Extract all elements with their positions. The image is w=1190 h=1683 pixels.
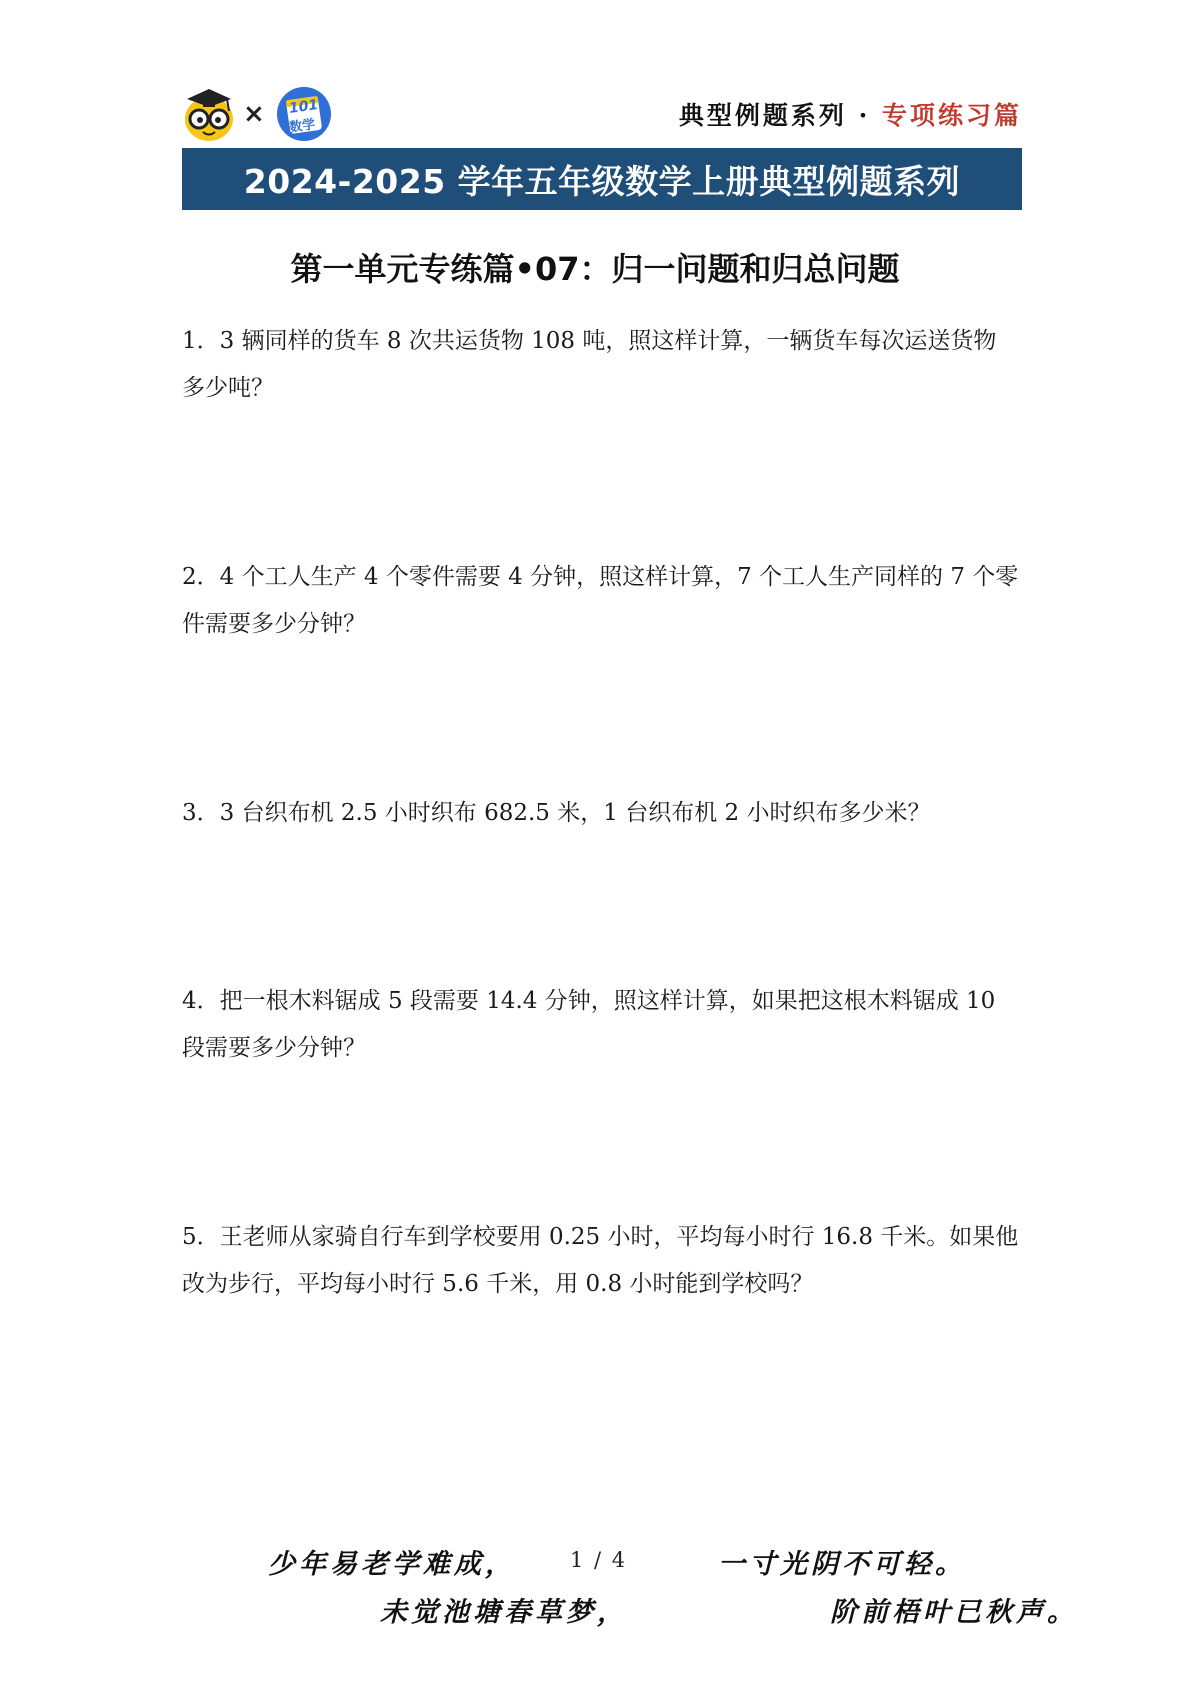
- question-2-line-1: 2．4 个工人生产 4 个零件需要 4 分钟，照这样计算，7 个工人生产同样的 7 个零: [182, 564, 1019, 590]
- page-title: 第一单元专练篇•07：归一问题和归总问题: [290, 250, 900, 288]
- logo-row: [183, 84, 333, 144]
- question-3: [182, 790, 1024, 837]
- logo-separator: ×: [243, 99, 265, 129]
- banner-title: 2024-2025 学年五年级数学上册典型例题系列: [243, 161, 961, 201]
- question-4-line-1: 4．把一根木料锯成 5 段需要 14.4 分钟，照这样计算，如果把这根木料锯成 10: [182, 988, 996, 1014]
- question-3-line-1: 3．3 台织布机 2.5 小时织布 682.5 米，1 台织布机 2 小时织布多少米？: [182, 800, 931, 826]
- question-5-line-1: 5．王老师从家骑自行车到学校要用 0.25 小时，平均每小时行 16.8 千米。如果他: [182, 1224, 1019, 1250]
- series-prefix: 典型例题系列 ·: [678, 101, 882, 130]
- question-4-line-2: 段需要多少分钟？: [182, 1035, 366, 1061]
- question-2-line-2: 件需要多少分钟？: [182, 611, 366, 637]
- question-1-line-1: 1．3 辆同样的货车 8 次共运货物 108 吨，照这样计算，一辆货车每次运送货物: [182, 328, 997, 354]
- question-4: [182, 978, 1024, 1072]
- question-5: [182, 1214, 1024, 1308]
- poem-line2-right: 阶前梧叶已秋声。: [830, 1597, 1078, 1628]
- math101-logo-icon: [275, 85, 333, 143]
- page-number: 1 / 4: [570, 1548, 628, 1572]
- poem-line2-left: 未觉池塘春草梦，: [380, 1597, 628, 1628]
- question-1: [182, 318, 1024, 412]
- title-banner: [182, 148, 1022, 210]
- poem-line1-right: 一寸光阴不可轻。: [718, 1549, 966, 1580]
- logo-badge-subtext: 数学: [288, 117, 317, 136]
- series-label: [679, 96, 1022, 132]
- poem-line1-left: 少年易老学难成，: [268, 1549, 516, 1580]
- series-accent: 专项练习篇: [881, 101, 1022, 130]
- question-5-line-2: 改为步行，平均每小时行 5.6 千米，用 0.8 小时能到学校吗？: [182, 1271, 814, 1297]
- owl-mascot-icon: [183, 85, 235, 143]
- logo-badge-number: 101: [287, 97, 320, 117]
- question-1-line-2: 多少吨？: [182, 375, 274, 401]
- question-2: [182, 554, 1024, 648]
